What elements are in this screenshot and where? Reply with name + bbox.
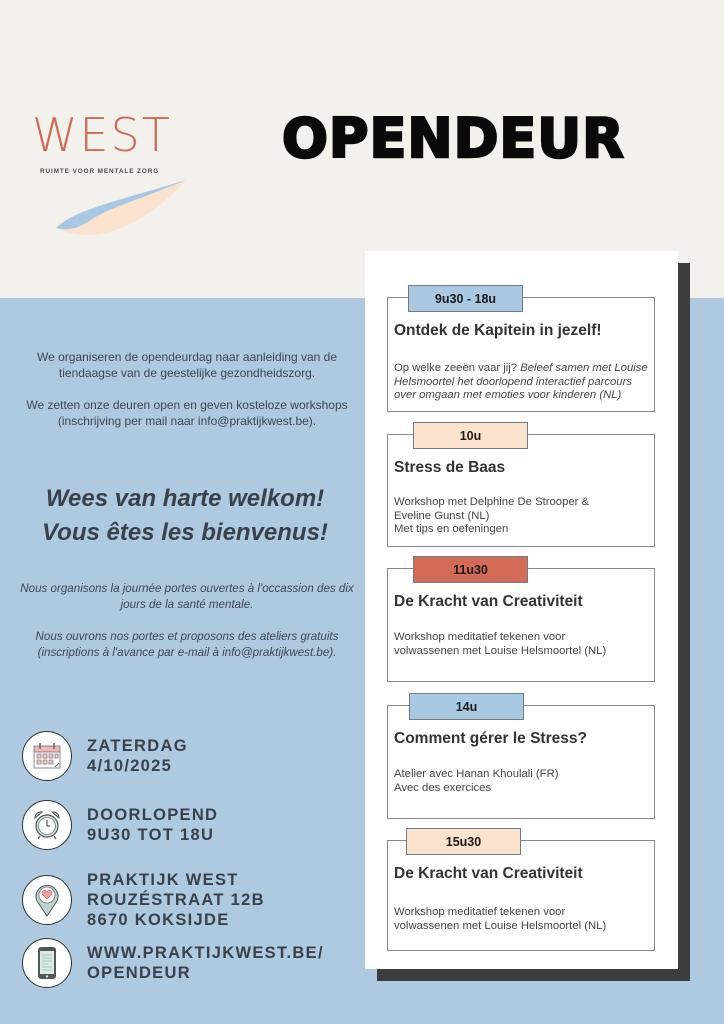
intro-nl	[22, 349, 352, 429]
session-description-line: Avec des exercices	[394, 781, 492, 794]
session-description	[394, 496, 589, 537]
info-time	[22, 800, 218, 850]
session-title: De Kracht van Creativiteit	[394, 593, 583, 610]
info-address-text	[87, 870, 265, 930]
wave-icon	[54, 176, 194, 236]
session-description	[394, 362, 654, 403]
intro-fr	[16, 581, 358, 661]
session-time-badge: 11u30	[413, 556, 528, 583]
session-description-italic: Beleef samen met Louise Helsmoortel het doorlopend interactief parcours over omgaan met emoties voor kinderen (NL)	[394, 362, 648, 401]
info-address-line-2: ROUZÉSTRAAT 12B	[87, 891, 265, 909]
welcome-nl: Wees van harte welkom!	[45, 485, 325, 512]
info-date-line-1: ZATERDAG	[87, 737, 188, 755]
alarm-clock-icon	[22, 800, 72, 850]
smartphone-icon	[22, 938, 72, 988]
calendar-icon	[22, 731, 72, 781]
intro-nl-paragraph-2: We zetten onze deuren open en geven kosteloze workshops (inschrijving per mail naar info@praktijkwest.be).	[26, 398, 348, 428]
intro-fr-paragraph-2: Nous ouvrons nos portes et proposons des ateliers gratuits (inscriptions à l'avance par e-mail à info@praktijkwest.be).	[35, 630, 339, 659]
session-description-line: Workshop meditatief tekenen voor	[394, 631, 566, 643]
session-time-badge: 14u	[409, 693, 524, 720]
welcome-heading	[14, 482, 356, 550]
info-time-line-2: 9U30 TOT 18U	[87, 826, 215, 844]
session-card	[387, 699, 655, 819]
session-description-line: volwassenen met Louise Helsmoortel (NL)	[394, 919, 607, 932]
session-description-line: Eveline Gunst (NL)	[394, 509, 490, 522]
info-date-text	[87, 736, 188, 776]
schedule-panel	[365, 251, 678, 969]
session-description-line: Workshop meditatief tekenen voor	[394, 906, 566, 918]
session-card	[387, 428, 655, 547]
welcome-fr: Vous êtes les bienvenus!	[42, 519, 328, 546]
west-logo	[32, 108, 192, 237]
website-line-2: OPENDEUR	[87, 964, 191, 982]
session-time-badge: 9u30 - 18u	[408, 285, 523, 312]
logo-wordmark: WEST	[32, 108, 172, 162]
info-address-line-1: PRAKTIJK WEST	[87, 871, 239, 889]
session-card	[387, 562, 655, 682]
info-time-line-1: DOORLOPEND	[87, 806, 219, 824]
session-title: Comment gérer le Stress?	[394, 730, 587, 747]
intro-nl-paragraph-1: We organiseren de opendeurdag naar aanleiding van de tiendaagse van de geestelijke gezondheidszorg.	[36, 350, 337, 380]
info-date-line-2: 4/10/2025	[87, 757, 173, 775]
website-link[interactable]	[87, 943, 324, 983]
session-description	[394, 631, 606, 658]
session-card	[387, 291, 655, 412]
logo-tagline: RUIMTE VOOR MENTALE ZORG	[40, 168, 160, 175]
session-description-plain: Op welke zeeën vaar jij?	[394, 362, 521, 374]
session-description-line: Met tips en oefeningen	[394, 523, 509, 535]
info-time-text	[87, 805, 218, 845]
info-address-line-3: 8670 KOKSIJDE	[87, 911, 230, 929]
info-address	[22, 870, 265, 930]
session-title: Ontdek de Kapitein in jezelf!	[394, 322, 602, 339]
intro-fr-paragraph-1: Nous organisons la journée portes ouvertes à l'occassion des dix jours de la santé mentale.	[20, 582, 354, 611]
session-title: De Kracht van Creativiteit	[394, 865, 583, 882]
session-description-line: volwassenen met Louise Helsmoortel (NL)	[394, 644, 607, 657]
info-date	[22, 731, 188, 781]
session-time-badge: 15u30	[406, 828, 521, 855]
session-description-line: Atelier avec Hanan Khoulali (FR)	[394, 768, 559, 780]
session-description	[394, 768, 559, 795]
session-description	[394, 906, 606, 933]
session-time-badge: 10u	[413, 422, 528, 449]
session-card	[387, 834, 655, 951]
page-title: OPENDEUR	[282, 107, 625, 170]
location-heart-icon	[22, 875, 72, 925]
info-website[interactable]	[22, 938, 324, 988]
session-title: Stress de Baas	[394, 459, 506, 476]
website-line-1: WWW.PRAKTIJKWEST.BE/	[87, 944, 324, 962]
session-description-line: Workshop met Delphine De Strooper &	[394, 496, 590, 508]
